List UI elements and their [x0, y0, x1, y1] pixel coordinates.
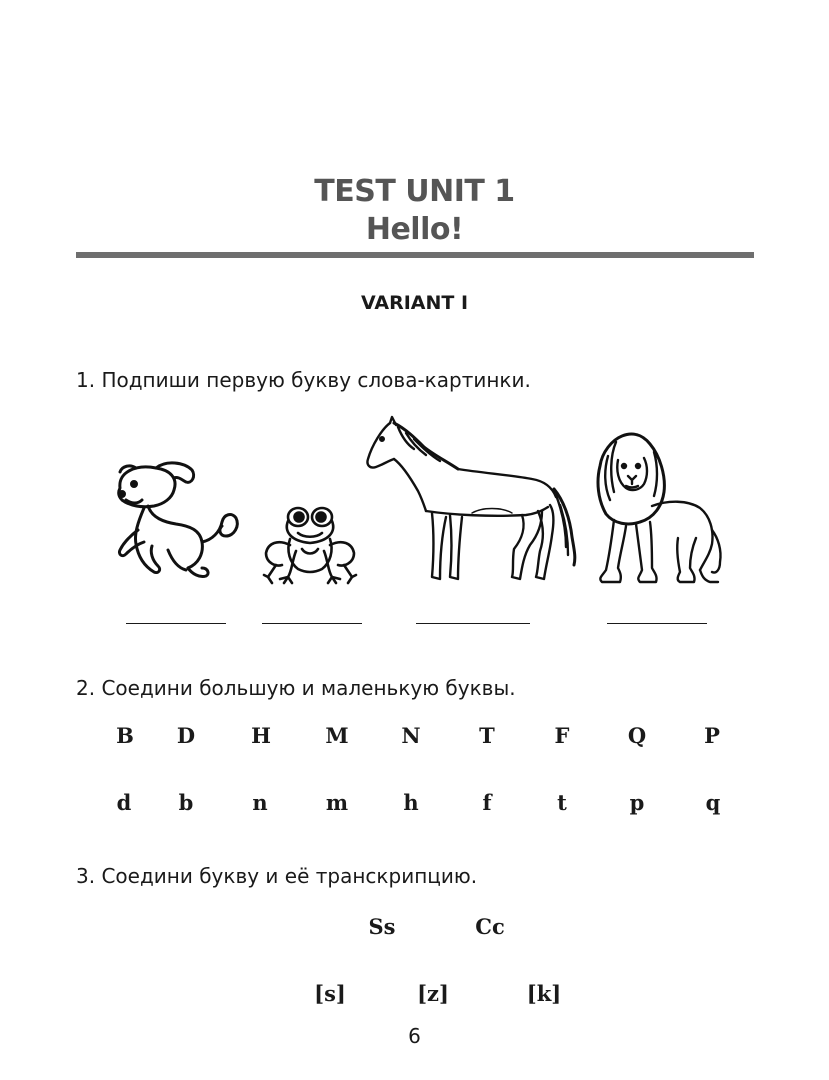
letter-pair[interactable]: Cc	[475, 914, 505, 939]
dog-icon	[108, 460, 243, 588]
lowercase-letter[interactable]: n	[252, 790, 268, 815]
answer-blank-2[interactable]	[262, 623, 362, 624]
uppercase-letter[interactable]: P	[704, 723, 720, 748]
lowercase-letter[interactable]: p	[629, 790, 645, 815]
uppercase-letter[interactable]: Q	[627, 723, 647, 748]
transcription[interactable]: [s]	[314, 981, 346, 1006]
header-divider	[76, 252, 754, 258]
transcription[interactable]: [k]	[526, 981, 562, 1006]
task-2-instruction: 2. Соедини большую и маленькую буквы.	[76, 676, 516, 700]
lowercase-letter[interactable]: q	[705, 790, 721, 815]
lowercase-letter[interactable]: f	[482, 790, 492, 815]
test-subtitle: Hello!	[365, 212, 464, 247]
lowercase-letter[interactable]: m	[325, 790, 349, 815]
uppercase-letter[interactable]: T	[479, 723, 495, 748]
answer-blank-1[interactable]	[126, 623, 226, 624]
lion-icon	[592, 426, 726, 586]
frog-icon	[262, 505, 358, 587]
uppercase-letter[interactable]: H	[251, 723, 271, 748]
uppercase-letter[interactable]: D	[176, 723, 196, 748]
uppercase-letter[interactable]: N	[401, 723, 421, 748]
task-3-instruction: 3. Соедини букву и её транскрипцию.	[76, 864, 478, 888]
lowercase-letter[interactable]: h	[403, 790, 419, 815]
uppercase-letter[interactable]: M	[325, 723, 349, 748]
horse-icon	[362, 415, 580, 587]
page-number: 6	[408, 1024, 421, 1048]
letter-pair[interactable]: Ss	[368, 914, 396, 939]
uppercase-letter[interactable]: F	[554, 723, 570, 748]
task-1-instruction: 1. Подпиши первую букву слова-картинки.	[76, 368, 531, 392]
lowercase-letter[interactable]: b	[178, 790, 194, 815]
answer-blank-3[interactable]	[416, 623, 530, 624]
transcription[interactable]: [z]	[417, 981, 449, 1006]
answer-blank-4[interactable]	[607, 623, 707, 624]
uppercase-letter[interactable]: B	[116, 723, 134, 748]
variant-heading: VARIANT I	[360, 292, 469, 314]
test-title: TEST UNIT 1	[314, 174, 515, 209]
lowercase-letter[interactable]: d	[116, 790, 132, 815]
lowercase-letter[interactable]: t	[557, 790, 567, 815]
